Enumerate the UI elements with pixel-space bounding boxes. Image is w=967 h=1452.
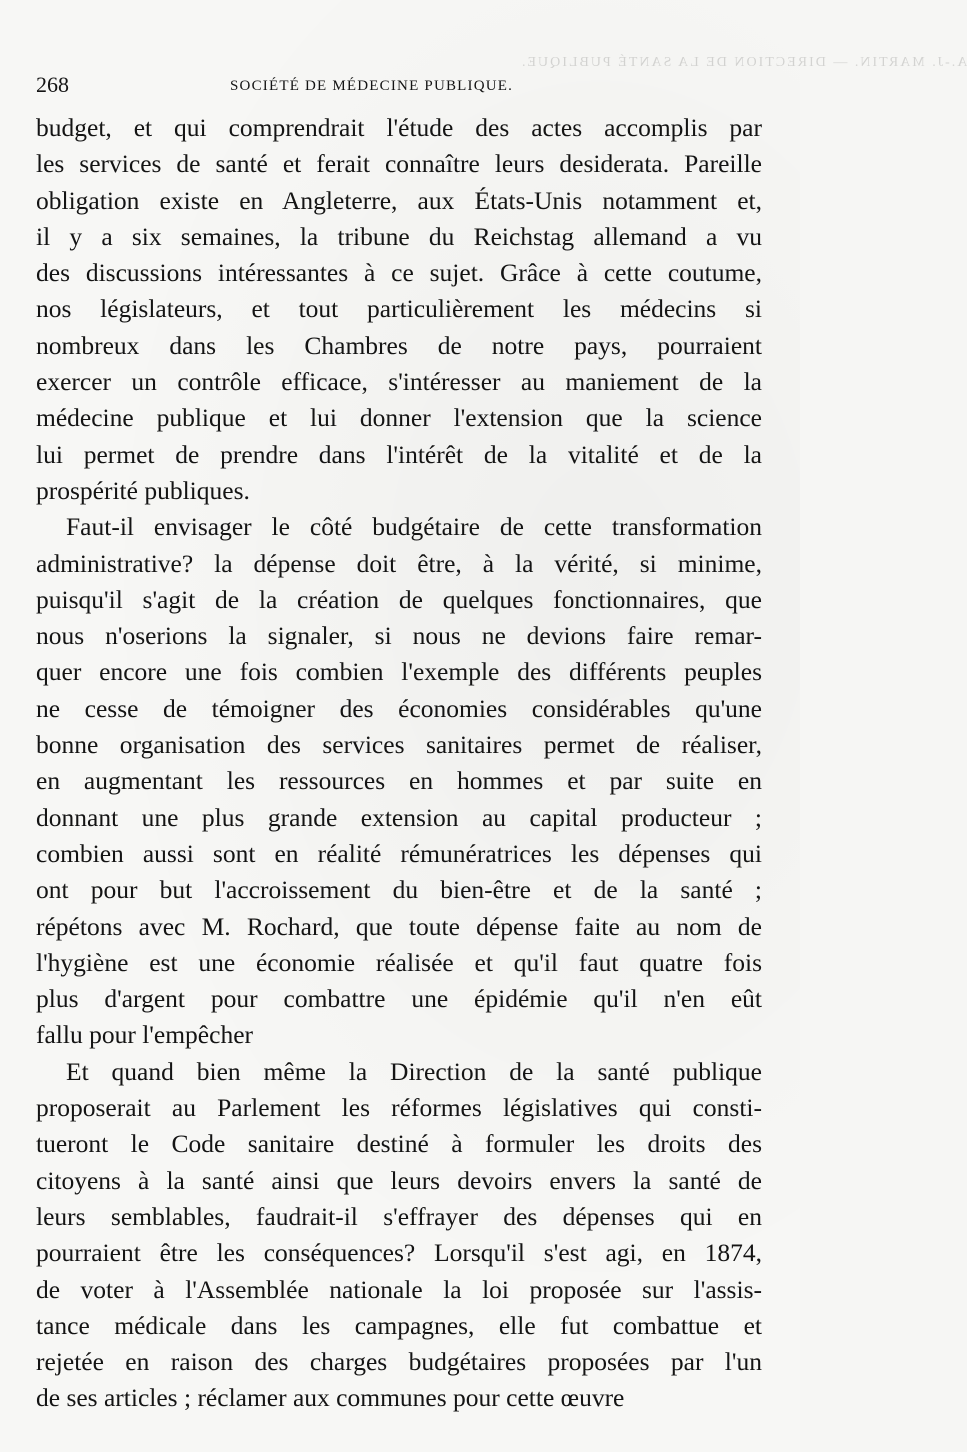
text-line: nous n'oserions la signaler, si nous ne devions faire remar- [36,621,762,651]
text-line: pourraient être les conséquences? Lorsqu'il s'est agi, en 1874, [36,1238,762,1268]
text-line: bonne organisation des services sanitaires permet de réaliser, [36,730,762,760]
text-line: en augmentant les ressources en hommes et par suite en [36,766,762,796]
running-head: SOCIÉTÉ DE MÉDECINE PUBLIQUE. [230,78,514,94]
body-text [36,110,762,1417]
text-line: de ses articles ; réclamer aux communes pour cette œuvre [36,1383,625,1413]
text-line: ne cesse de témoigner des économies considérables qu'une [36,693,762,723]
text-line: fallu pour l'empêcher [36,1020,253,1050]
text-line: quer encore une fois combien l'exemple des différents peuples [36,657,762,687]
text-line: les services de santé et ferait connaître leurs desiderata. Pareille [36,149,762,179]
text-line: tueront le Code sanitaire destiné à formuler les droits des [36,1129,762,1159]
text-line: ont pour but l'accroissement du bien-être et de la santé ; [36,875,762,905]
text-line: rejetée en raison des charges budgétaires proposées par l'un [36,1347,762,1377]
show-through-text: A.-J. MARTIN. — DIRECTION DE LA SANTÉ PUBLIQUE. [520,55,967,70]
text-line: il y a six semaines, la tribune du Reichstag allemand a vu [36,221,762,251]
page-number: 268 [36,72,69,97]
text-line: Faut-il envisager le côté budgétaire de cette transformation [66,512,762,542]
text-line: proposerait au Parlement les réformes législatives qui consti- [36,1093,762,1123]
text-line: combien aussi sont en réalité rémunératrices les dépenses qui [36,838,762,868]
text-line: Et quand bien même la Direction de la santé publique [66,1056,762,1086]
text-line: donnant une plus grande extension au capital producteur ; [36,802,762,832]
text-line: citoyens à la santé ainsi que leurs devoirs envers la santé de [36,1165,762,1195]
page-header [36,72,766,102]
text-line: l'hygiène est une économie réalisée et qu'il faut quatre fois [36,947,762,977]
text-line: administrative? la dépense doit être, à la vérité, si minime, [36,548,762,578]
text-line: nos législateurs, et tout particulièrement les médecins si [36,294,762,324]
paragraph [36,110,762,509]
text-line: répétons avec M. Rochard, que toute dépense faite au nom de [36,911,762,941]
text-line: puisqu'il s'agit de la création de quelques fonctionnaires, que [36,584,762,614]
paragraph [36,1054,762,1417]
text-line: de voter à l'Assemblée nationale la loi proposée sur l'assis- [36,1274,762,1304]
text-line: plus d'argent pour combattre une épidémie qu'il n'en eût [36,984,762,1014]
text-line: lui permet de prendre dans l'intérêt de la vitalité et de la [36,439,762,469]
text-line: prospérité publiques. [36,475,250,505]
text-line: budget, et qui comprendrait l'étude des actes accomplis par [36,113,762,142]
text-line: leurs semblables, faudrait-il s'effrayer des dépenses qui en [36,1201,762,1231]
text-line: tance médicale dans les campagnes, elle fut combattue et [36,1310,762,1340]
text-line: exercer un contrôle efficace, s'intéresser au maniement de la [36,367,762,397]
text-line: nombreux dans les Chambres de notre pays, pourraient [36,330,762,360]
paragraph [36,509,762,1053]
text-line: des discussions intéressantes à ce sujet. Grâce à cette coutume, [36,258,762,288]
text-line: obligation existe en Angleterre, aux États-Unis notamment et, [36,185,762,215]
text-line: médecine publique et lui donner l'extension que la science [36,403,762,433]
